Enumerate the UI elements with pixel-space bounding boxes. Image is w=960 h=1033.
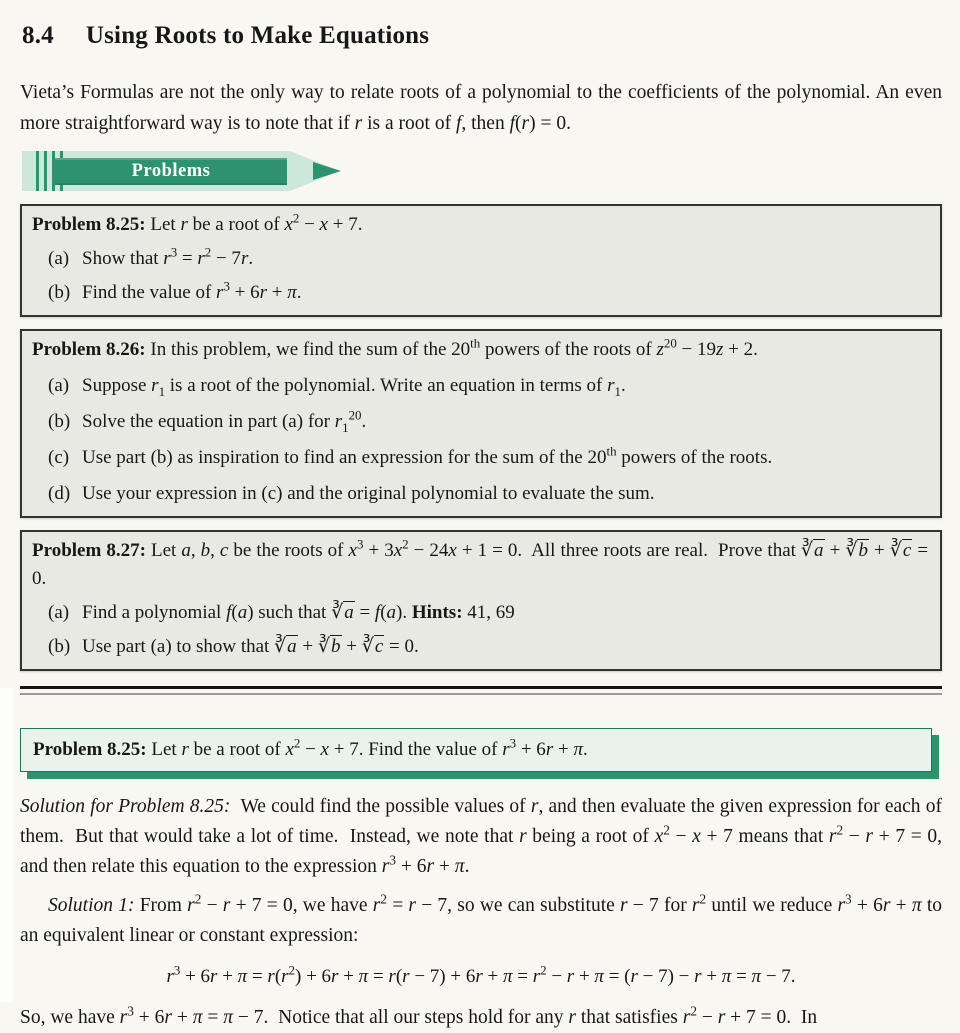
part-text: Suppose $r_1$ is a root of the polynomial. Write an equation in terms of $r_1$. xyxy=(82,375,626,399)
solution-1-paragraph xyxy=(20,891,942,951)
closing-paragraph: So, we have $r^3 + 6r + \pi = \pi - 7$. Notice that all our steps hold for any r that satisfies $r^2 - r + 7 = 0$. In xyxy=(20,1003,818,1028)
problems-banner-label: Problems xyxy=(131,161,211,181)
part-label: (b) xyxy=(48,411,71,432)
problem-part xyxy=(32,372,928,400)
problem-label: Problem 8.27: xyxy=(32,540,146,561)
part-text: Show that $r^3 = r^2 - 7r$. xyxy=(82,244,254,269)
problem-label: Problem 8.25: xyxy=(33,739,147,760)
problem-statement-text: Let r be a root of $x^2 - x + 7$. xyxy=(150,210,363,235)
solution-text: We could find the possible values of r, and then evaluate the given expression for each of them. But that would take a lot of time. Instead, we note that r being a root of $x^2 - x + 7$ means that $r^2 - r + 7 = 0$, and then relate this equation to the expression $r^3 + 6r + \pi$. xyxy=(20,796,942,877)
solution-paragraph xyxy=(20,792,942,882)
part-label: (b) xyxy=(48,636,71,657)
problem-statement-text: Let a, b, c be the roots of $x^3 + 3x^2 - 24x + 1 = 0$. All three roots are real. Prove that ∛a + ∛b + ∛c = 0. xyxy=(32,536,929,589)
section-title: Using Roots to Make Equations xyxy=(85,22,430,49)
problem-box-8-26 xyxy=(20,329,942,518)
problem-part xyxy=(32,245,928,273)
page-gutter xyxy=(0,688,13,1002)
part-label: (a) xyxy=(48,375,70,396)
intro-paragraph: Vieta’s Formulas are not the only way to relate roots of a polynomial to the coefficients of the polynomial. An even more straightforward way is to note that if r is a root of f, then f(r) = 0. xyxy=(20,82,942,134)
solution-1-text: From $r^2 - r + 7 = 0$, we have $r^2 = r - 7$, so we can substitute r − 7 for $r^2$ until we reduce $r^3 + 6r + \pi$ to an equivalent linear or constant expression: xyxy=(20,891,943,946)
problem-part xyxy=(32,279,928,307)
problem-part xyxy=(32,408,928,436)
problem-statement xyxy=(32,336,928,364)
problem-label: Problem 8.25: xyxy=(32,214,146,235)
part-text: Find a polynomial f(a) such that ∛a = f(a). Hints: 41, 69 xyxy=(82,602,515,623)
highlighted-problem xyxy=(20,728,932,772)
part-label: (b) xyxy=(48,282,71,303)
part-text: Use your expression in (c) and the original polynomial to evaluate the sum. xyxy=(82,483,655,504)
problems-banner-bar xyxy=(55,158,287,185)
solution-label: Solution for Problem 8.25: xyxy=(20,796,231,817)
divider-rule-thick xyxy=(20,686,942,689)
problem-box-8-25 xyxy=(20,204,942,317)
problem-box-8-27 xyxy=(20,530,942,671)
part-label: (c) xyxy=(48,447,70,468)
part-label: (a) xyxy=(48,248,70,269)
section-heading xyxy=(22,22,942,50)
problem-statement xyxy=(32,211,928,239)
problem-part xyxy=(32,633,928,661)
problem-statement xyxy=(32,537,928,593)
part-text: Find the value of $r^3 + 6r + \pi$. xyxy=(82,278,302,303)
arrow-right-icon xyxy=(313,162,341,180)
section-divider xyxy=(20,686,942,695)
problem-part xyxy=(32,444,928,472)
part-label: (d) xyxy=(48,483,71,504)
part-text: Solve the equation in part (a) for $r_1^{20}$. xyxy=(82,407,367,435)
solution-1-label: Solution 1: xyxy=(48,895,135,916)
section-number: 8.4 xyxy=(22,22,54,49)
problem-part xyxy=(32,599,928,627)
part-label: (a) xyxy=(48,602,70,623)
part-text: Use part (a) to show that ∛a + ∛b + ∛c = 0. xyxy=(82,636,419,657)
problems-banner xyxy=(22,150,367,192)
part-text: Use part (b) as inspiration to find an expression for the sum of the 20th powers of the roots. xyxy=(82,443,773,468)
divider-rule-thin xyxy=(20,693,942,695)
problem-statement-text: Let r be a root of $x^2 - x + 7$. Find the value of $r^3 + 6r + \pi$. xyxy=(151,735,588,760)
problem-part xyxy=(32,480,928,508)
displayed-equation: $r^3 + 6r + \pi = r(r^2) + 6r + \pi = r(r - 7) + 6r + \pi = r^2 - r + \pi = (r - 7) - r + \pi = \pi - 7$. xyxy=(166,962,796,987)
problem-statement-text: In this problem, we find the sum of the 20th powers of the roots of $z^{20} - 19z + 2$. xyxy=(150,335,758,360)
highlighted-problem-box xyxy=(20,728,932,772)
problem-label: Problem 8.26: xyxy=(32,339,146,360)
